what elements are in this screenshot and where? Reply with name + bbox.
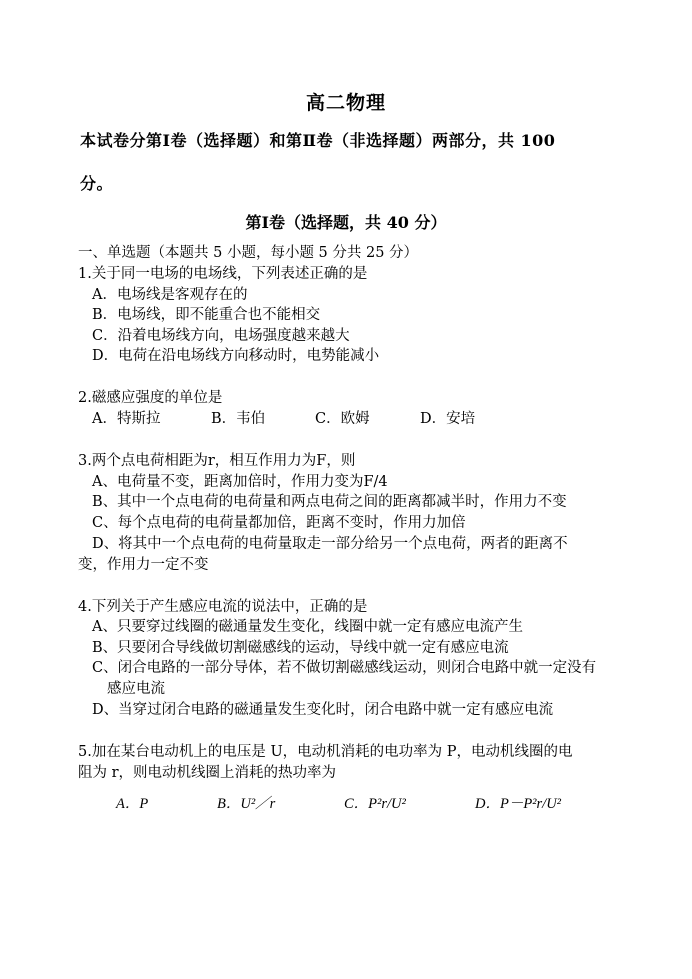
- question-4-option-b: B、只要闭合导线做切割磁感线的运动，导线中就一定有感应电流: [92, 640, 509, 656]
- part-heading: 一、单选题（本题共 5 小题，每小题 5 分共 25 分）: [78, 245, 419, 261]
- question-1-option-c: C．沿着电场线方向，电场强度越来越大: [92, 328, 350, 344]
- section-title: 第Ⅰ卷（选择题，共 40 分）: [245, 213, 447, 232]
- question-3-option-c: C、每个点电荷的电荷量都加倍，距离不变时，作用力加倍: [92, 515, 466, 531]
- question-5-option-b: B．U²／r: [217, 796, 276, 812]
- question-4-option-c-continued: 感应电流: [107, 681, 165, 697]
- question-4-option-c: C、闭合电路的一部分导体，若不做切割磁感线运动，则闭合电路中就一定没有: [92, 660, 597, 676]
- question-5-option-a: A．P: [116, 796, 149, 812]
- question-2-option-d: D．安培: [420, 411, 476, 427]
- question-1-option-d: D．电荷在沿电场线方向移动时，电势能减小: [92, 348, 380, 364]
- question-3-option-d-continued: 变，作用力一定不变: [78, 557, 209, 573]
- question-4-stem: 4.下列关于产生感应电流的说法中，正确的是: [78, 599, 368, 615]
- question-1-option-a: A．电场线是客观存在的: [92, 287, 248, 303]
- question-2-options: [92, 409, 512, 429]
- page-title: 高二物理: [305, 92, 386, 114]
- question-2-option-a: A．特斯拉: [92, 411, 161, 427]
- question-2-option-b: B．韦伯: [211, 411, 266, 427]
- question-5-stem-line-1: 5.加在某台电动机上的电压是 U，电动机消耗的电功率为 P，电动机线圈的电: [78, 744, 573, 760]
- question-5-option-c: C．P²r/U²: [344, 796, 406, 812]
- question-3-option-b: B、其中一个点电荷的电荷量和两点电荷之间的距离都减半时，作用力不变: [92, 494, 567, 510]
- intro-line-2: 分。: [80, 174, 114, 193]
- question-2-stem: 2.磁感应强度的单位是: [78, 390, 223, 406]
- question-5-stem-line-2: 阻为 r，则电动机线圈上消耗的热功率为: [78, 765, 337, 781]
- question-3-option-a: A、电荷量不变，距离加倍时，作用力变为F/4: [92, 474, 388, 490]
- question-2-option-c: C．欧姆: [315, 411, 370, 427]
- question-4-option-a: A、只要穿过线圈的磁通量发生变化，线圈中就一定有感应电流产生: [92, 619, 523, 635]
- question-4-option-d: D、当穿过闭合电路的磁通量发生变化时，闭合电路中就一定有感应电流: [92, 702, 554, 718]
- question-1-option-b: B．电场线，即不能重合也不能相交: [92, 307, 321, 323]
- question-1-stem: 1.关于同一电场的电场线，下列表述正确的是: [78, 266, 368, 282]
- question-5-option-d: D．P－P²r/U²: [475, 796, 562, 812]
- intro-line-1: 本试卷分第Ⅰ卷（选择题）和第Ⅱ卷（非选择题）两部分，共 100: [80, 131, 556, 150]
- question-5-options: [116, 794, 596, 814]
- question-3-option-d: D、将其中一个点电荷的电荷量取走一部分给另一个点电荷，两者的距离不: [92, 536, 568, 552]
- question-3-stem: 3.两个点电荷相距为r，相互作用力为F，则: [78, 453, 356, 469]
